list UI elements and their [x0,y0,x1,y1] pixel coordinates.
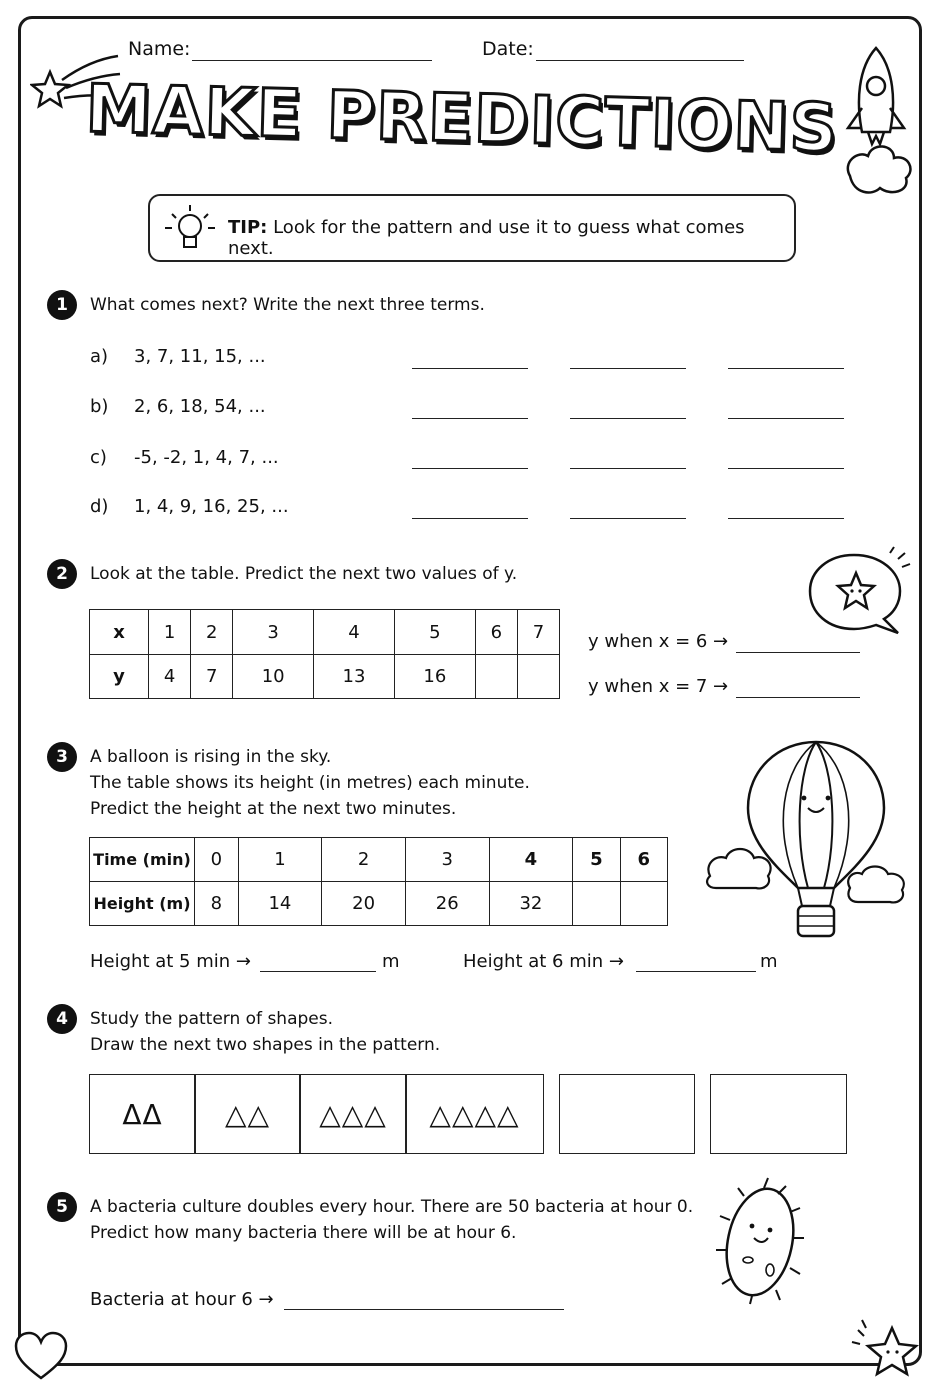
question-4-prompt-line-2: Draw the next two shapes in the pattern. [90,1035,441,1055]
q2-y-cell: 13 [314,655,395,699]
answer-line[interactable] [736,652,860,653]
q2-y-answer-cell[interactable] [475,655,517,699]
hot-air-balloon-icon [702,738,912,942]
lightbulb-icon [162,202,218,258]
question-5-number: 5 [47,1192,77,1222]
q1-item-b-sequence: 2, 6, 18, 54, ... [134,396,266,417]
q2-x-header: x [90,610,149,655]
q1-item-b-label: b) [90,396,109,417]
q1-item-c-label: c) [90,447,107,468]
answer-line[interactable] [728,368,844,369]
question-2-number: 2 [47,559,77,589]
q1-item-d-sequence: 1, 4, 9, 16, 25, ... [134,496,289,517]
answer-line[interactable] [412,468,528,469]
answer-line[interactable] [636,971,756,972]
shape-pattern: △△ [224,1097,271,1131]
drawing-box[interactable] [710,1074,847,1154]
q3-height-cell: 14 [238,882,322,926]
answer-line[interactable] [570,418,686,419]
q3-time-cell: 5 [573,838,620,882]
q3-height-cell: 8 [195,882,239,926]
q2-x-cell: 7 [517,610,559,655]
q3-time-cell: 0 [195,838,239,882]
q2-y-cell: 7 [191,655,233,699]
shape-pattern: △△△ [319,1097,387,1131]
answer-line[interactable] [728,468,844,469]
tip-body: Look for the pattern and use it to guess what comes next. [228,217,745,259]
q3-height-cell: 32 [489,882,573,926]
q3-height-cell: 26 [405,882,489,926]
q3-height-answer-cell[interactable] [573,882,620,926]
question-1-prompt: What comes next? Write the next three terms. [90,295,485,315]
answer-line[interactable] [412,418,528,419]
date-label: Date: [482,38,534,60]
question-5-prompt-line-1: A bacteria culture doubles every hour. There are 50 bacteria at hour 0. [90,1197,694,1217]
question-3-number: 3 [47,742,77,772]
q3-table [89,837,668,926]
tip-label: TIP: [228,217,268,238]
q2-x-cell: 5 [394,610,475,655]
q2-y-cell: 10 [233,655,314,699]
cloud-icon [848,867,904,903]
q2-x-cell: 3 [233,610,314,655]
question-4-number: 4 [47,1004,77,1034]
shape-box [89,1074,196,1154]
drawing-box[interactable] [559,1074,695,1154]
shape-pattern: △△△△ [429,1097,520,1131]
name-field[interactable] [192,60,432,61]
q3-time-cell: 6 [620,838,667,882]
q1-item-c-sequence: -5, -2, 1, 4, 7, ... [134,447,279,468]
q2-y-cell: 16 [394,655,475,699]
name-label: Name: [128,38,191,60]
page-title: MAKE PREDICTIONS [84,70,840,167]
star-icon [846,1312,930,1384]
answer-line[interactable] [412,368,528,369]
q2-y-answer-cell[interactable] [517,655,559,699]
question-3-prompt-line-1: A balloon is rising in the sky. [90,747,332,767]
q2-table [89,609,560,699]
q3-time-cell: 3 [405,838,489,882]
answer-line[interactable] [736,697,860,698]
question-2-prompt: Look at the table. Predict the next two values of y. [90,564,518,584]
q3-time-cell: 4 [489,838,573,882]
shape-box [299,1074,407,1154]
tip-box [148,194,796,262]
q3-height-cell: 20 [322,882,406,926]
answer-line[interactable] [570,468,686,469]
q3-answer-2-unit: m [760,951,778,972]
rocket-icon [836,44,918,204]
q2-y-cell: 4 [149,655,191,699]
question-3-prompt-line-2: The table shows its height (in metres) each minute. [90,773,530,793]
question-4-prompt-line-1: Study the pattern of shapes. [90,1009,334,1029]
q1-item-d-label: d) [90,496,109,517]
answer-line[interactable] [728,518,844,519]
question-1-number: 1 [47,290,77,320]
q2-x-cell: 4 [314,610,395,655]
q3-height-header: Height (m) [90,882,195,926]
answer-line[interactable] [260,971,376,972]
question-3-prompt-line-3: Predict the height at the next two minutes. [90,799,457,819]
answer-line[interactable] [284,1309,564,1310]
answer-line[interactable] [570,368,686,369]
question-5-prompt-line-2: Predict how many bacteria there will be at hour 6. [90,1223,517,1243]
shape-box [405,1074,544,1154]
q3-answer-1-label: Height at 5 min → [90,951,251,972]
q3-answer-1-unit: m [382,951,400,972]
bacteria-icon [712,1176,808,1306]
q3-time-cell: 1 [238,838,322,882]
answer-line[interactable] [570,518,686,519]
answer-line[interactable] [728,418,844,419]
q2-answer-1-label: y when x = 6 → [588,631,729,652]
q3-time-header: Time (min) [90,838,195,882]
heart-icon [12,1330,70,1382]
q3-height-answer-cell[interactable] [620,882,667,926]
answer-line[interactable] [412,518,528,519]
tip-text [228,217,794,259]
q1-item-a-sequence: 3, 7, 11, 15, ... [134,346,266,367]
shape-box [194,1074,301,1154]
star-speech-bubble-icon [806,545,912,641]
q2-y-header: y [90,655,149,699]
q2-x-cell: 6 [475,610,517,655]
q2-x-cell: 1 [149,610,191,655]
q2-x-cell: 2 [191,610,233,655]
q1-item-a-label: a) [90,346,109,367]
shape-pattern: ΔΔ [122,1097,163,1131]
q3-answer-2-label: Height at 6 min → [463,951,624,972]
q3-time-cell: 2 [322,838,406,882]
cloud-icon [707,849,771,888]
date-field[interactable] [536,60,744,61]
q2-answer-2-label: y when x = 7 → [588,676,729,697]
q5-answer-label: Bacteria at hour 6 → [90,1289,274,1310]
